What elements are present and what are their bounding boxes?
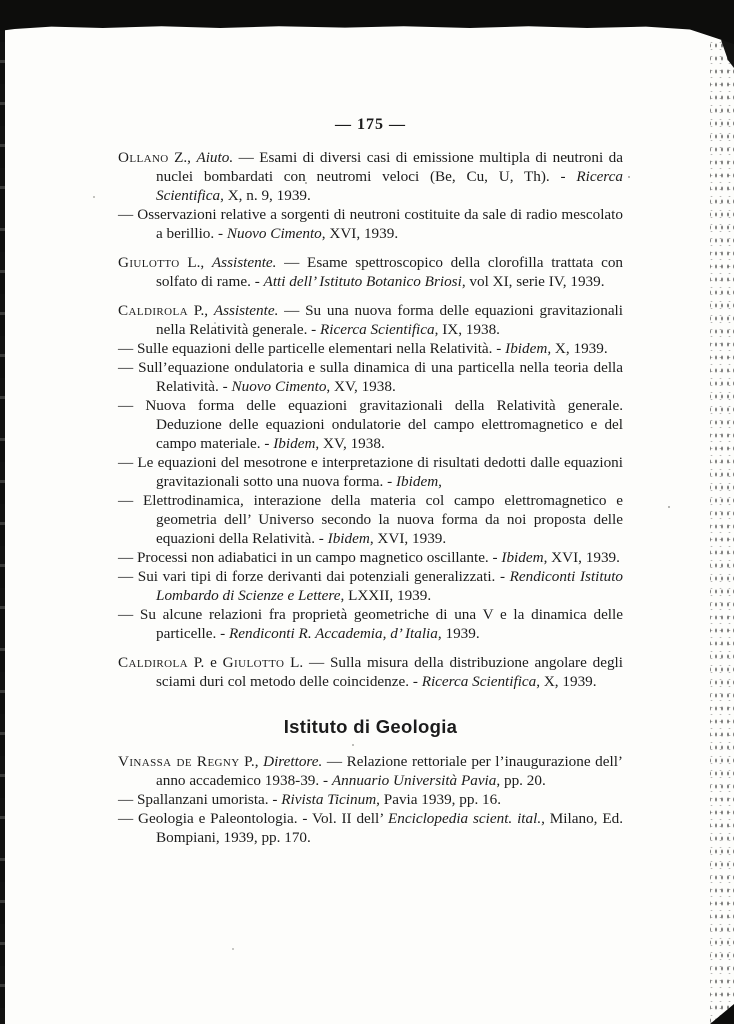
text-run: Aiuto. (196, 149, 234, 166)
text-run: Nuovo Cimento (226, 225, 322, 242)
text-run: Ibidem (505, 340, 548, 357)
text-run: — Geologia e Paleontologia. - Vol. II dell’ (118, 810, 389, 827)
text-run: , LXXII, 1939. (340, 587, 432, 604)
text-run: , (438, 473, 442, 490)
entry-group (118, 752, 623, 847)
bib-entry (118, 148, 623, 205)
bib-entry (118, 358, 623, 396)
text-run: , 1939. (437, 625, 480, 642)
bib-entry (118, 548, 623, 567)
text-run: — Nuova forma delle equazioni gravitazionali della Relatività generale. Deduzione delle equazioni ondulatorie del campo elettromagnetico e del campo materiale. - (118, 397, 623, 452)
text-run: — Relazione rettoriale per l’inaugurazione dell’ anno accademico 1938-39. - (156, 753, 623, 789)
bib-entry (118, 653, 623, 691)
text-run: , Milano, Ed. Bompiani, 1939, pp. 170. (156, 810, 623, 846)
text-run: , XV, 1938. (315, 435, 385, 452)
text-run: , X, 1939. (536, 673, 597, 690)
text-run: P., (187, 302, 214, 319)
text-run: Caldirola (118, 654, 188, 671)
text-run: — Su alcune relazioni fra proprietà geometriche di una V e la dinamica delle particelle. - (118, 606, 623, 642)
text-run: P., (239, 753, 264, 770)
bib-entry (118, 567, 623, 605)
text-run: L., (179, 254, 212, 271)
bib-entry (118, 396, 623, 453)
text-run: — Processi non adiabatici in un campo magnetico oscillante. - (118, 549, 502, 566)
bib-entry (118, 491, 623, 548)
text-run: L. — Sulla misura della distribuzione angolare degli sciami duri col metodo delle coincidenze. - (156, 654, 623, 690)
text-run: — Osservazioni relative a sorgenti di neutroni costituite da sale di radio mescolato a berillio. - (118, 206, 623, 242)
text-run: Ricerca Scientifica (320, 321, 435, 338)
entry-group (118, 301, 623, 643)
text-run: — Le equazioni del mesotrone e interpretazione di risultati dedotti dalle equazioni gravitazionali sotto una nuova forma. - (118, 454, 623, 490)
text-run: — Esami di diversi casi di emissione multipla di neutroni da nuclei bombardati con neutromi veloci (Be, Cu, U, Th). - (156, 149, 623, 185)
text-run: , XVI, 1939. (369, 530, 447, 547)
text-run: , X, 1939. (547, 340, 608, 357)
text-run: Giulotto (222, 654, 285, 671)
text-run: Direttore. (263, 753, 323, 770)
text-run: Assistente. (211, 254, 277, 271)
text-run: , X, n. 9, 1939. (220, 187, 311, 204)
scan-artifact-left-edge (0, 0, 5, 1024)
text-run: , Pavia 1939, pp. 16. (376, 791, 502, 808)
text-run: Ibidem (395, 473, 439, 490)
text-run: Ollano (118, 149, 169, 166)
text-run: Rivista Ticinum (281, 791, 377, 808)
bib-entry (118, 605, 623, 643)
text-run: Atti dell’ Istituto Botanico Briosi (263, 273, 462, 290)
text-run: — Esame spettroscopico della clorofilla trattata con solfato di rame. - (156, 254, 624, 290)
page-number: — 175 — (335, 116, 406, 133)
bib-entry (118, 339, 623, 358)
text-run: — Spallanzani umorista. - (118, 791, 282, 808)
scan-artifact-right-speckle (710, 0, 734, 1024)
text-run: Annuario Università Pavia (331, 772, 497, 789)
text-run: — Sull’equazione ondulatoria e sulla dinamica di una particella nella teoria della Relatività. - (118, 359, 623, 395)
text-run: Z., (168, 149, 197, 166)
text-run: Ricerca Scientifica (156, 168, 623, 204)
bib-entry (118, 453, 623, 491)
text-run: — Sulle equazioni delle particelle elementari nella Relatività. - (118, 340, 506, 357)
text-run: Ibidem (501, 549, 544, 566)
text-run: P. e (187, 654, 223, 671)
text-run: , XVI, 1939. (321, 225, 399, 242)
bib-entry (118, 301, 623, 339)
text-run: Assistente. (213, 302, 279, 319)
text-run: Ricerca Scientifica (421, 673, 537, 690)
bib-entry (118, 205, 623, 243)
text-run: — Sui vari tipi di forze derivanti dai potenziali generalizzati. - (118, 568, 510, 585)
text-run: Vinassa de Regny (118, 753, 240, 770)
scan-artifact-specks (0, 0, 2, 2)
text-run: Nuovo Cimento (231, 378, 327, 395)
bib-entry (118, 809, 623, 847)
text-run: Rendiconti R. Accademia, d’ Italia (228, 625, 438, 642)
entry-group (118, 148, 623, 243)
entry-group (118, 653, 623, 691)
text-run: — Su una nuova forma delle equazioni gravitazionali nella Relatività generale. - (156, 302, 623, 338)
bibliography (118, 148, 623, 847)
text-run: , XVI, 1939. (543, 549, 620, 566)
text-run: , pp. 20. (496, 772, 546, 789)
text-run: Caldirola (118, 302, 188, 319)
page-content (118, 0, 623, 847)
entry-group (118, 253, 623, 291)
text-run: , IX, 1938. (434, 321, 500, 338)
bib-entry (118, 253, 623, 291)
text-run: Giulotto (118, 254, 180, 271)
bib-entry (118, 790, 623, 809)
text-run: Enciclopedia scient. ital. (388, 810, 542, 827)
text-run: — Elettrodinamica, interazione della materia col campo elettromagnetico e geometria dell’ Universo secondo la nuova forma da noi proposta delle equazioni della Relatività. - (118, 492, 623, 547)
bib-entry (118, 752, 623, 790)
text-run: , vol XI, serie IV, 1939. (461, 273, 605, 290)
text-run: Rendiconti Istituto Lombardo di Scienze e Lettere (156, 568, 624, 604)
text-run: Ibidem (327, 530, 370, 547)
section-heading: Istituto di Geologia (283, 716, 458, 737)
text-run: , XV, 1938. (326, 378, 396, 395)
text-run: Ibidem (273, 435, 316, 452)
